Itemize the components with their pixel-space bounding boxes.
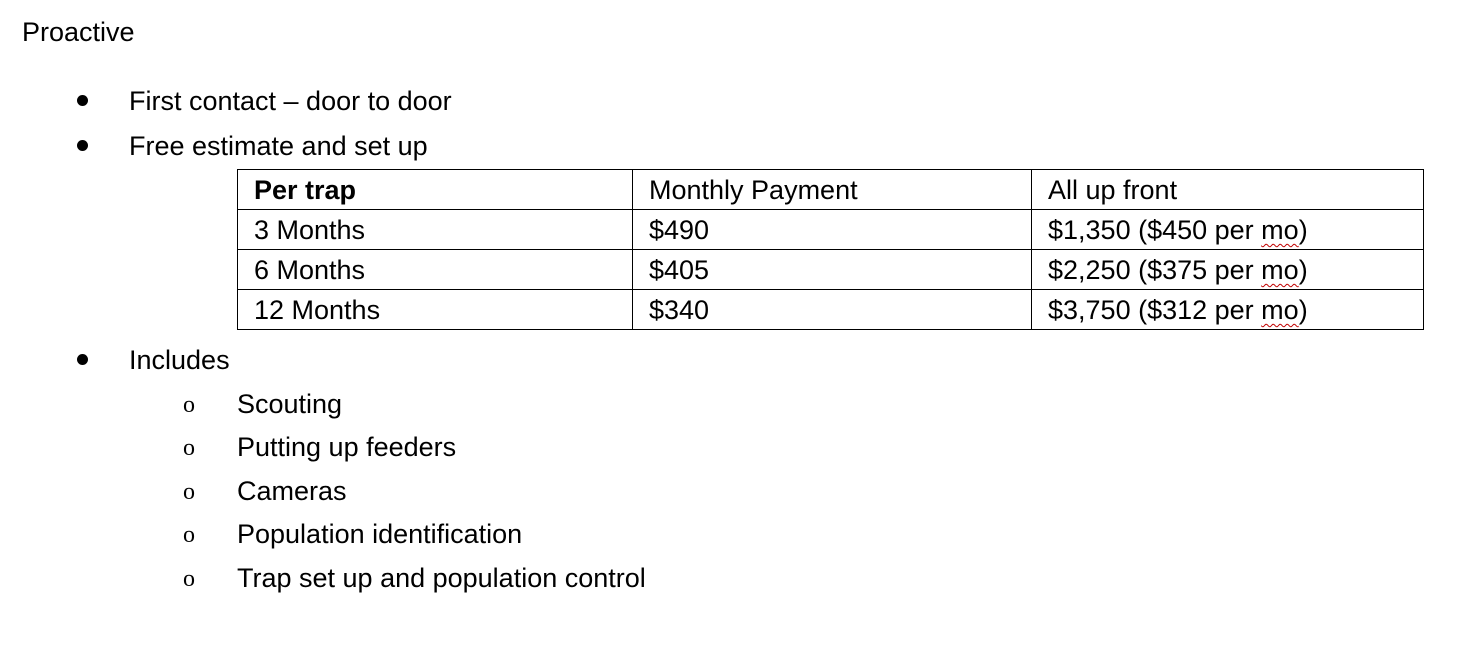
- bullet-dot-icon: [77, 140, 88, 151]
- table-cell-term: 6 Months: [238, 250, 633, 290]
- table-cell-monthly: $405: [633, 250, 1032, 290]
- sub-list-text: Cameras: [237, 476, 347, 506]
- upfront-close: ): [1298, 295, 1308, 325]
- table-cell-monthly: $340: [633, 290, 1032, 330]
- pricing-table: [237, 169, 1424, 330]
- table-row: [238, 210, 1424, 250]
- table-cell-upfront: [1032, 210, 1424, 250]
- sub-list-text: Population identification: [237, 519, 523, 549]
- sub-list-text: Putting up feeders: [237, 432, 457, 462]
- upfront-close: ): [1298, 215, 1308, 245]
- upfront-amount: $3,750 ($312 per: [1048, 295, 1262, 325]
- table-header-cell: Monthly Payment: [633, 170, 1032, 210]
- upfront-amount: $2,250 ($375 per: [1048, 255, 1262, 285]
- spellcheck-word: mo: [1261, 255, 1299, 285]
- table-cell-term: 3 Months: [238, 210, 633, 250]
- bullet-dot-icon: [77, 354, 88, 365]
- hollow-bullet-icon: o: [183, 522, 195, 548]
- table-cell-term: 12 Months: [238, 290, 633, 330]
- spellcheck-word: mo: [1261, 215, 1299, 245]
- bullet-text: First contact – door to door: [129, 86, 452, 116]
- bullet-text: Includes: [129, 345, 230, 375]
- table-cell-upfront: [1032, 290, 1424, 330]
- upfront-close: ): [1298, 255, 1308, 285]
- table-header-cell: Per trap: [238, 170, 633, 210]
- hollow-bullet-icon: o: [183, 435, 195, 461]
- hollow-bullet-icon: o: [183, 392, 195, 418]
- hollow-bullet-icon: o: [183, 479, 195, 505]
- table-row: [238, 250, 1424, 290]
- bullet-text: Free estimate and set up: [129, 131, 428, 161]
- table-row: [238, 290, 1424, 330]
- spellcheck-word: mo: [1261, 295, 1299, 325]
- upfront-amount: $1,350 ($450 per: [1048, 215, 1262, 245]
- table-cell-monthly: $490: [633, 210, 1032, 250]
- bullet-dot-icon: [77, 95, 88, 106]
- table-header-cell: All up front: [1032, 170, 1424, 210]
- table-cell-upfront: [1032, 250, 1424, 290]
- table-header-row: [238, 170, 1424, 210]
- sub-list-text: Scouting: [237, 389, 343, 419]
- section-heading: Proactive: [22, 17, 135, 47]
- sub-list-text: Trap set up and population control: [237, 563, 646, 593]
- hollow-bullet-icon: o: [183, 566, 195, 592]
